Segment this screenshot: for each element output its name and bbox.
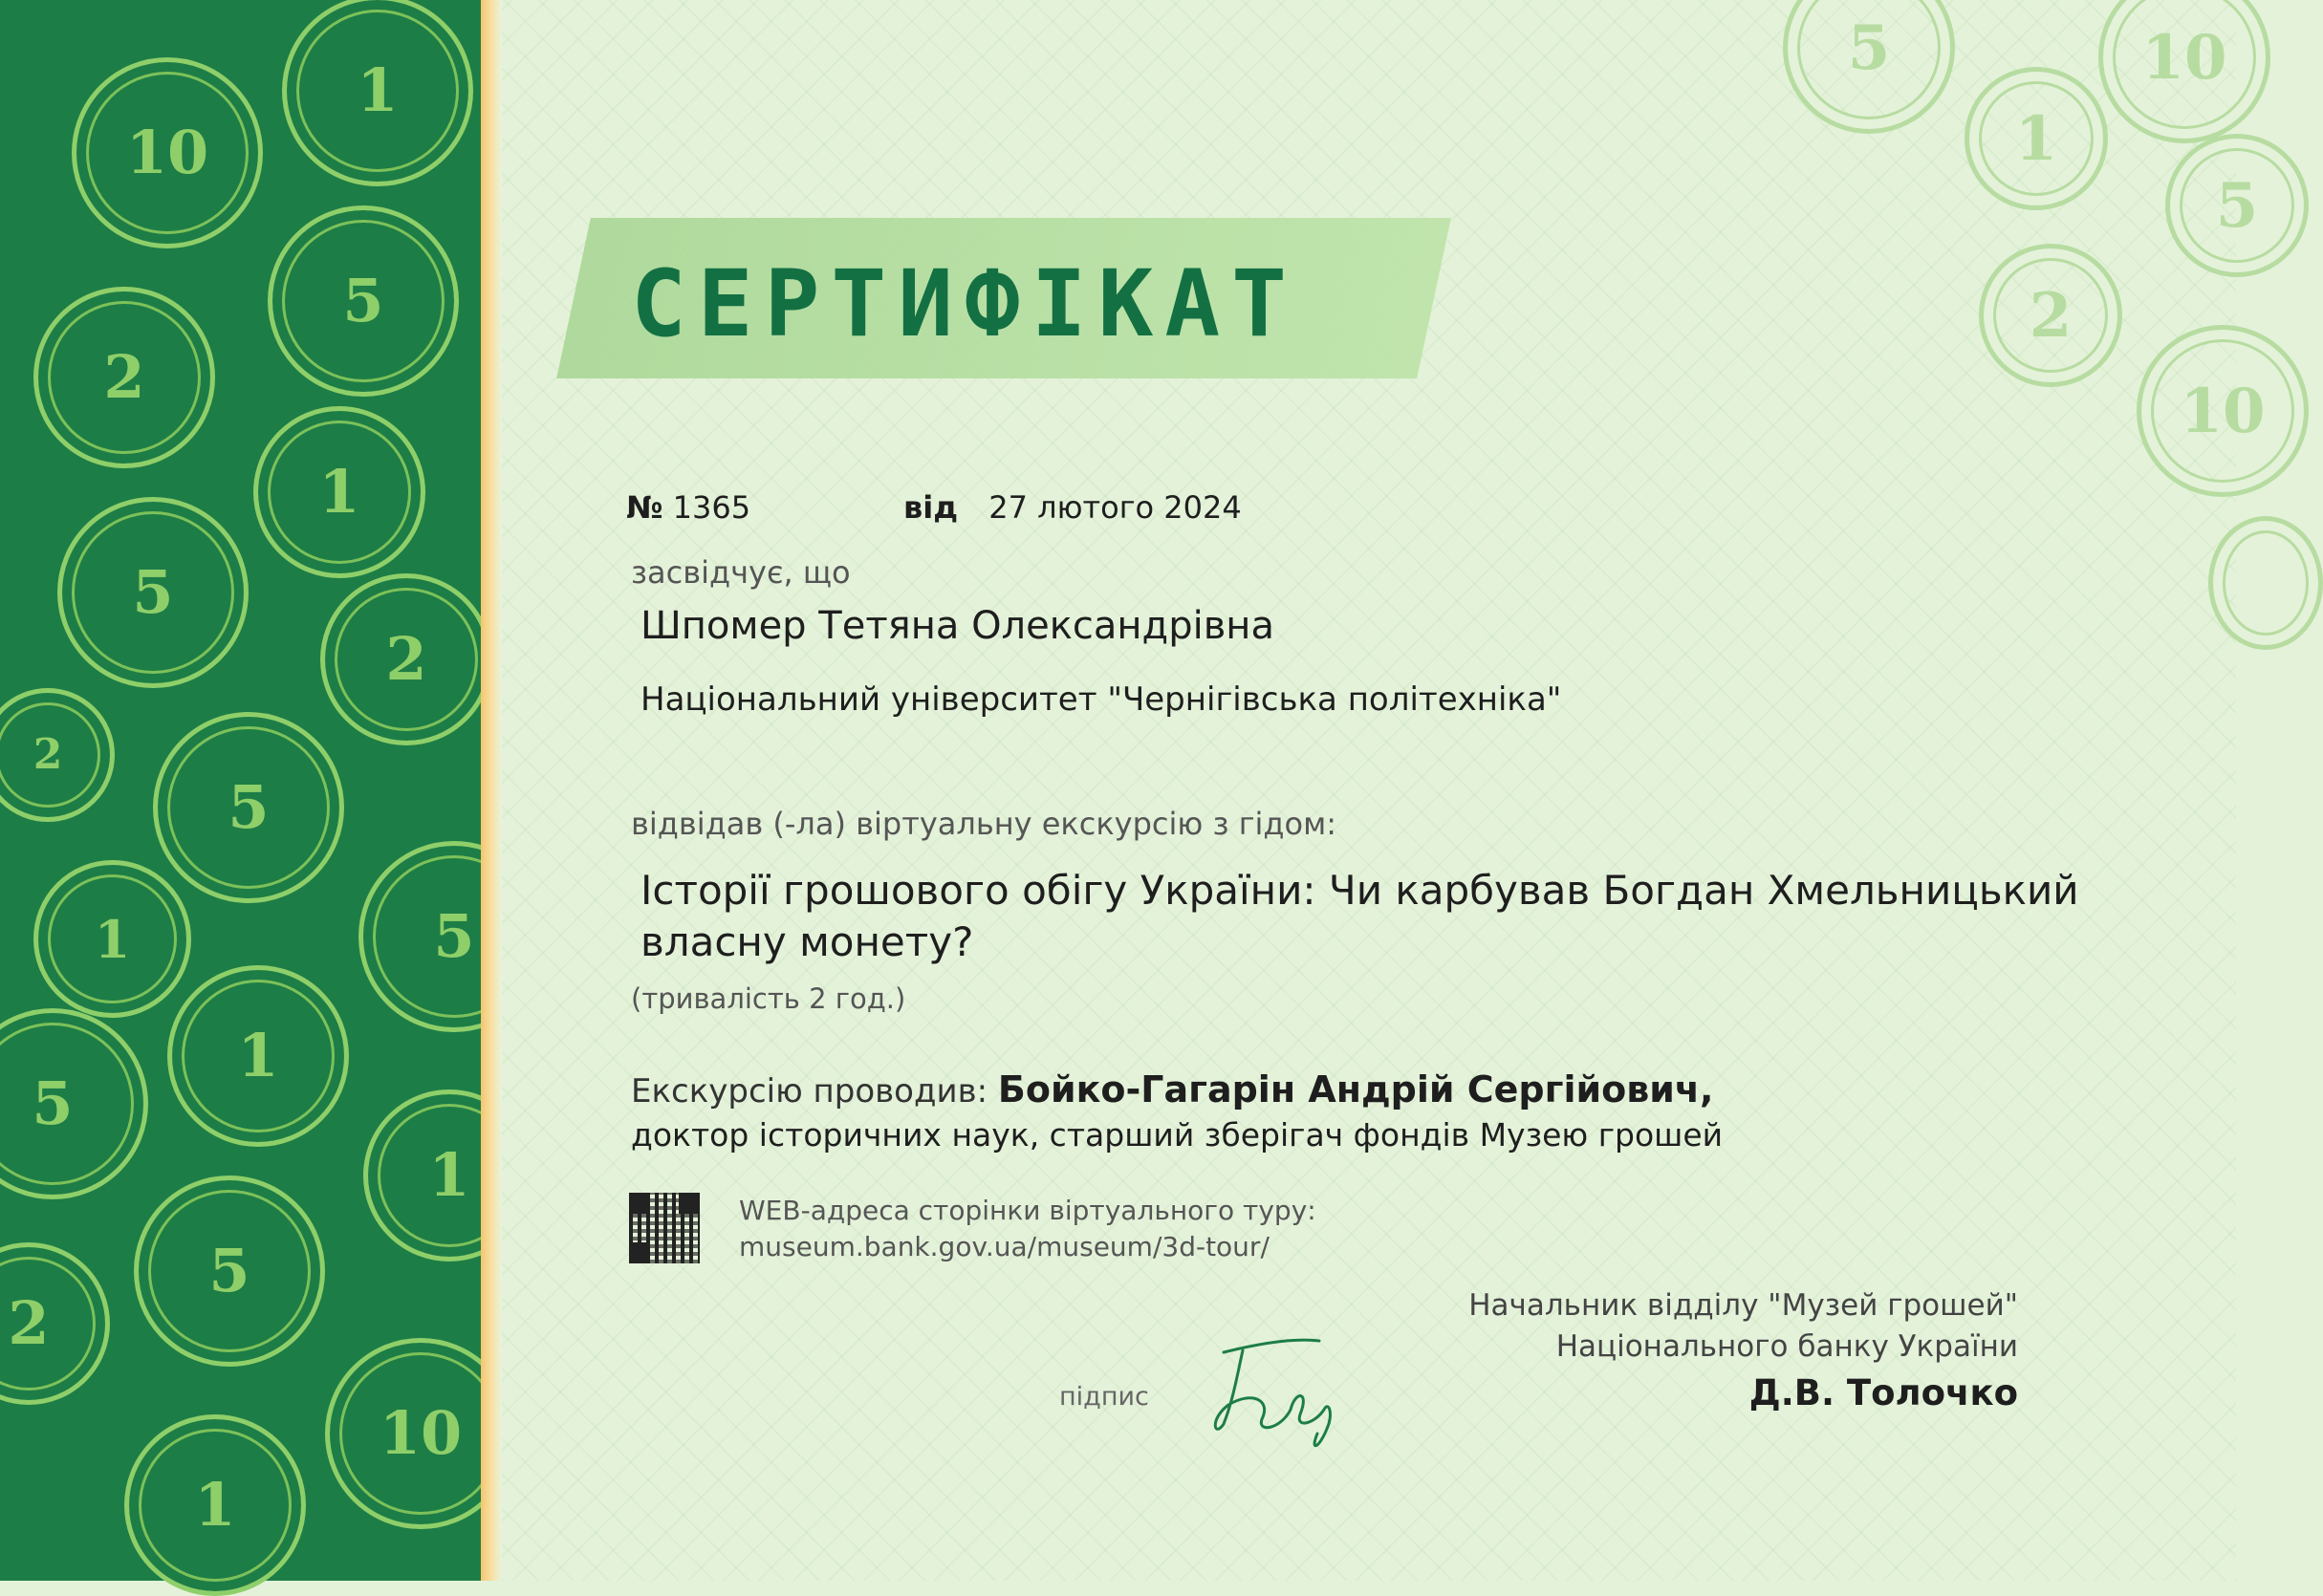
coin-1-icon: 1 [253, 406, 425, 578]
qr-code-icon[interactable] [629, 1193, 700, 1263]
coin-1-icon: 1 [363, 1089, 535, 1262]
watermark-coin-1-icon: 1 [1965, 67, 2108, 210]
guide-role: доктор історичних наук, старший зберігач фондів Музею грошей [631, 1116, 1724, 1154]
chief-name: Д.В. Толочко [1748, 1372, 2018, 1413]
certificate-number [626, 489, 750, 526]
certifies-text: засвідчує, що [631, 554, 851, 591]
institution-name: Національний університет "Чернігівська політехніка" [640, 680, 1562, 719]
date-label: від [903, 489, 959, 526]
watermark-coin-5-icon: 5 [2165, 134, 2309, 277]
coin-2-icon: 2 [320, 573, 492, 745]
guide-name: Бойко-Гагарін Андрій Сергійович, [997, 1068, 1714, 1111]
watermark-coin-10-icon: 10 [2098, 0, 2270, 143]
watermark-coin-10-icon: 10 [2137, 325, 2309, 497]
signature-label: підпис [1059, 1382, 1149, 1412]
watermark-coin-5-icon: 5 [1783, 0, 1955, 134]
coin-5-icon: 5 [153, 712, 344, 903]
coin-5-icon: 5 [134, 1175, 325, 1367]
web-address-link[interactable]: museum.bank.gov.ua/museum/3d-tour/ [739, 1231, 1270, 1262]
chief-position-line-1: Начальник відділу "Музей грошей" [1468, 1288, 2018, 1323]
coin-2-icon: 2 [33, 287, 215, 468]
guide-label: Екскурсію проводив: [631, 1072, 988, 1111]
date-value: 27 лютого 2024 [988, 489, 1242, 526]
number-label: № [626, 489, 663, 526]
coin-10-icon: 10 [72, 57, 263, 248]
tour-duration: (тривалість 2 год.) [631, 982, 906, 1015]
watermark-coin-icon [2208, 516, 2323, 650]
person-name: Шпомер Тетяна Олександрівна [640, 604, 1274, 648]
certificate-title: СЕРТИФІКАТ [631, 250, 1298, 357]
watermark-coin-2-icon: 2 [1979, 244, 2122, 387]
coin-1-icon: 1 [282, 0, 473, 186]
coin-10-icon: 10 [325, 1338, 516, 1529]
coin-5-icon: 5 [358, 841, 550, 1032]
coin-5-icon: 5 [0, 1008, 148, 1199]
number-value: 1365 [672, 489, 751, 526]
coin-2-icon: 2 [0, 688, 115, 822]
handwritten-signature [1205, 1333, 1348, 1457]
guide-line [631, 1068, 1713, 1111]
coin-1-icon: 1 [33, 860, 191, 1018]
certificate-date [903, 489, 1242, 526]
tour-title: Історії грошового обігу України: Чи карбував Богдан Хмельницький власну монету? [640, 867, 2079, 965]
coin-1-icon: 1 [167, 965, 349, 1147]
coin-5-icon: 5 [57, 497, 249, 688]
gold-border [481, 0, 502, 1581]
coin-1-icon: 1 [124, 1414, 306, 1596]
chief-position-line-2: Національного банку України [1555, 1329, 2018, 1364]
visited-text: відвідав (-ла) віртуальну екскурсію з гідом: [631, 806, 1337, 842]
web-address-label: WEB-адреса сторінки віртуального туру: [739, 1195, 1316, 1226]
coin-2-icon: 2 [0, 1242, 110, 1405]
decorative-coin-strip [0, 0, 481, 1581]
coin-5-icon: 5 [268, 205, 459, 397]
